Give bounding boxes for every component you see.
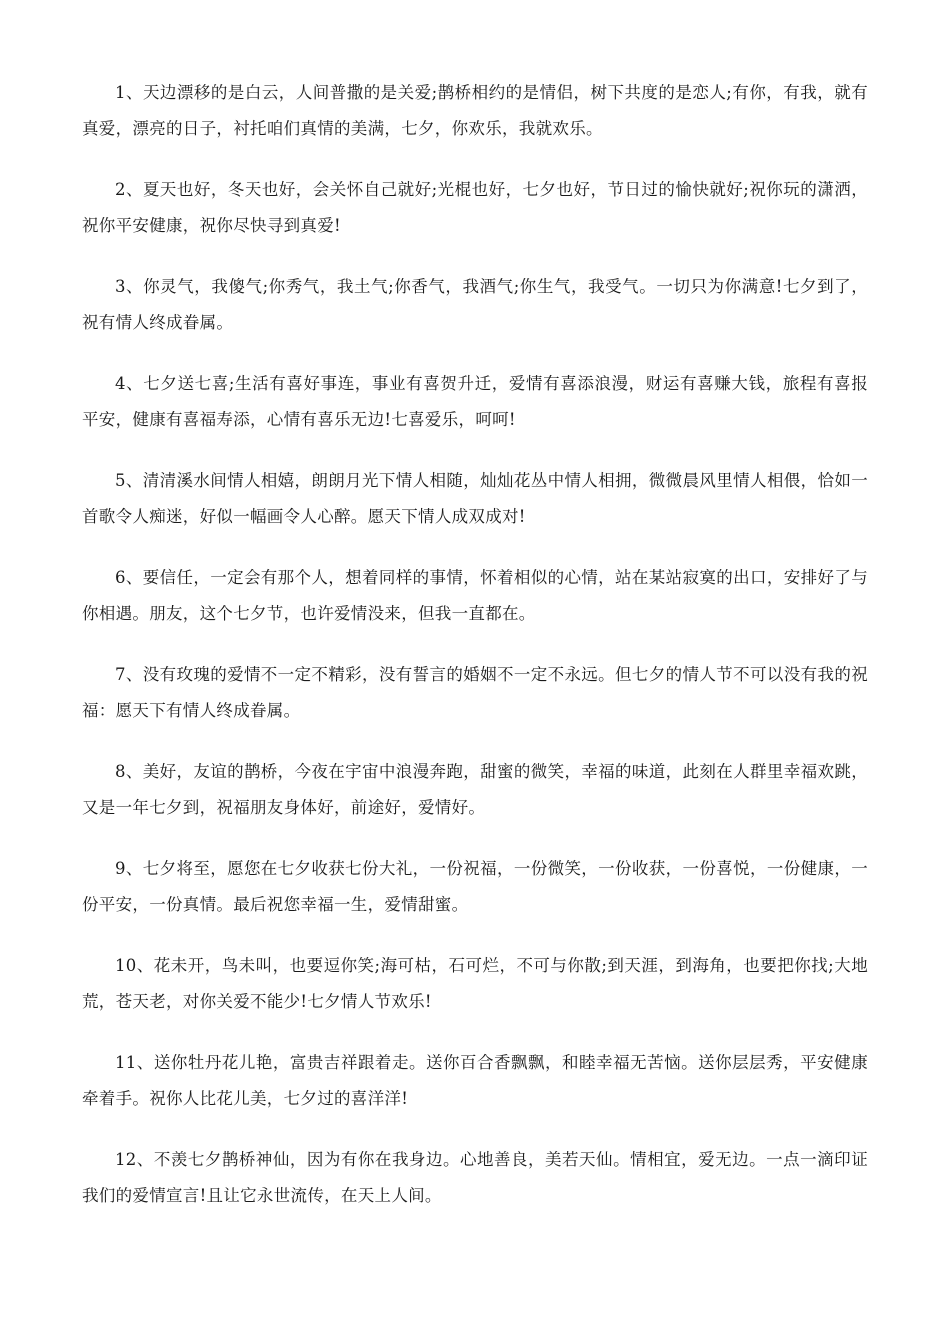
paragraph-6: 6、要信任，一定会有那个人，想着同样的事情，怀着相似的心情，站在某站寂寞的出口，安排好了与你相遇。朋友，这个七夕节，也许爱情没来，但我一直都在。	[82, 568, 868, 623]
paragraph-1: 1、天边漂移的是白云，人间普撒的是关爱;鹊桥相约的是情侣，树下共度的是恋人;有你，有我，就有真爱，漂亮的日子，衬托咱们真情的美满，七夕，你欢乐，我就欢乐。	[82, 83, 868, 138]
paragraph-4: 4、七夕送七喜;生活有喜好事连，事业有喜贺升迁，爱情有喜添浪漫，财运有喜赚大钱，旅程有喜报平安，健康有喜福寿添，心情有喜乐无边!七喜爱乐，呵呵!	[82, 374, 868, 429]
paragraph-8: 8、美好，友谊的鹊桥，今夜在宇宙中浪漫奔跑，甜蜜的微笑，幸福的味道，此刻在人群里幸福欢跳，又是一年七夕到，祝福朋友身体好，前途好，爱情好。	[82, 762, 868, 817]
paragraph-7: 7、没有玫瑰的爱情不一定不精彩，没有誓言的婚姻不一定不永远。但七夕的情人节不可以没有我的祝福：愿天下有情人终成眷属。	[82, 665, 868, 720]
paragraph-10: 10、花未开，鸟未叫，也要逗你笑;海可枯，石可烂，不可与你散;到天涯，到海角，也要把你找;大地荒，苍天老，对你关爱不能少!七夕情人节欢乐!	[82, 956, 868, 1011]
paragraph-3: 3、你灵气，我傻气;你秀气，我土气;你香气，我酒气;你生气，我受气。一切只为你满意!七夕到了，祝有情人终成眷属。	[82, 277, 868, 332]
paragraph-12: 12、不羡七夕鹊桥神仙，因为有你在我身边。心地善良，美若天仙。情相宜，爱无边。一点一滴印证我们的爱情宣言!且让它永世流传，在天上人间。	[82, 1150, 868, 1205]
paragraph-11: 11、送你牡丹花儿艳，富贵吉祥跟着走。送你百合香飘飘，和睦幸福无苦恼。送你层层秀，平安健康牵着手。祝你人比花儿美，七夕过的喜洋洋!	[82, 1053, 868, 1108]
document-body	[82, 75, 868, 1239]
paragraph-9: 9、七夕将至，愿您在七夕收获七份大礼，一份祝福，一份微笑，一份收获，一份喜悦，一份健康，一份平安，一份真情。最后祝您幸福一生，爱情甜蜜。	[82, 859, 868, 914]
paragraph-2: 2、夏天也好，冬天也好，会关怀自己就好;光棍也好，七夕也好，节日过的愉快就好;祝你玩的潇洒，祝你平安健康，祝你尽快寻到真爱!	[82, 180, 868, 235]
paragraph-5: 5、清清溪水间情人相嬉，朗朗月光下情人相随，灿灿花丛中情人相拥，微微晨风里情人相偎，恰如一首歌令人痴迷，好似一幅画令人心醉。愿天下情人成双成对!	[82, 471, 868, 526]
